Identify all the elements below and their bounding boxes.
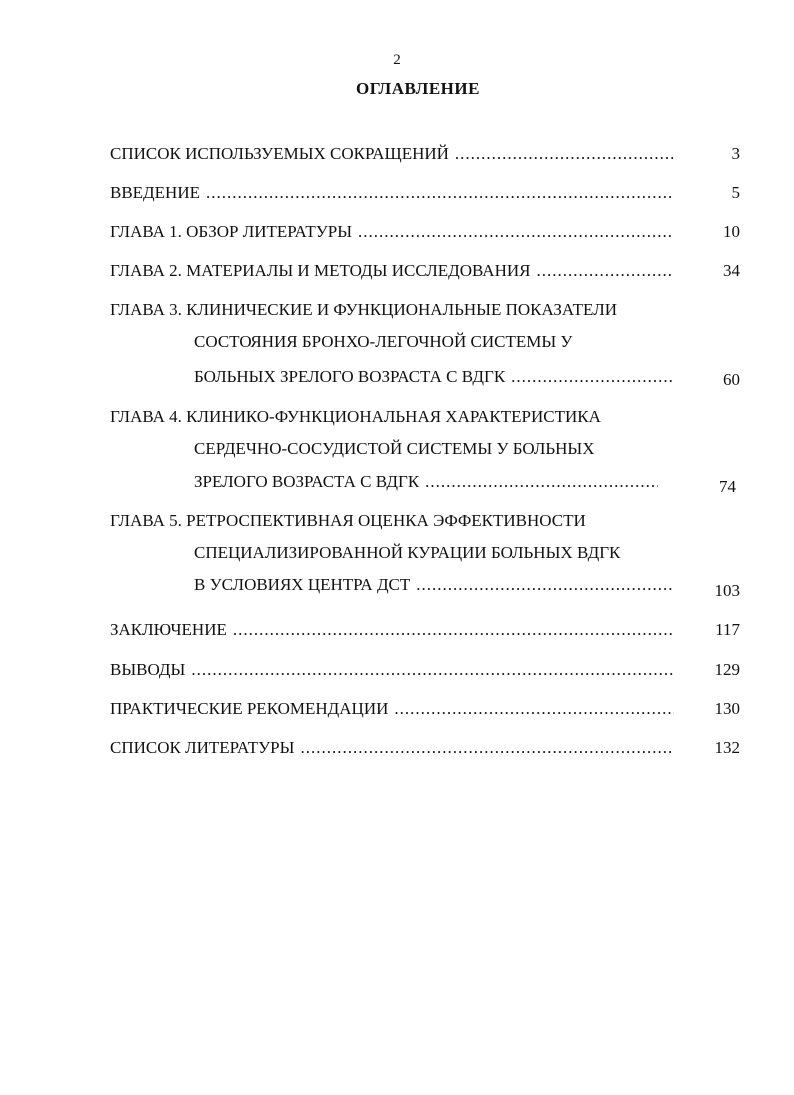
toc-entry-text: ГЛАВА 3. КЛИНИЧЕСКИЕ И ФУНКЦИОНАЛЬНЫЕ ПОКАЗАТЕЛИ — [110, 300, 617, 319]
page-number: 2 — [393, 52, 401, 68]
toc-entry-text: В УСЛОВИЯХ ЦЕНТРА ДСТ — [194, 575, 411, 594]
toc-line — [110, 619, 674, 641]
toc-leader-dots — [300, 737, 674, 759]
toc-entry-text: ВЫВОДЫ — [110, 660, 186, 679]
toc-line — [194, 366, 674, 388]
toc-page-number: 130 — [714, 699, 740, 718]
toc-entry-text: СЕРДЕЧНО-СОСУДИСТОЙ СИСТЕМЫ У БОЛЬНЫХ — [194, 439, 595, 458]
toc-line — [194, 542, 674, 564]
toc-line — [110, 143, 674, 165]
toc-entry-text: СПИСОК ЛИТЕРАТУРЫ — [110, 738, 295, 757]
toc-line — [110, 659, 674, 681]
toc-line — [194, 438, 674, 460]
toc-entry-text: ЗРЕЛОГО ВОЗРАСТА С ВДГК — [194, 472, 420, 491]
toc-line — [110, 510, 674, 532]
toc-page-number: 132 — [714, 738, 740, 757]
toc-line — [110, 698, 674, 720]
toc-leader-dots — [358, 221, 674, 243]
toc-entry-text: СПИСОК ИСПОЛЬЗУЕМЫХ СОКРАЩЕНИЙ — [110, 144, 449, 163]
toc-page-number: 60 — [723, 370, 740, 389]
toc-line — [110, 406, 674, 428]
toc-leader-dots — [191, 659, 674, 681]
toc-line — [110, 299, 674, 321]
toc-entry-text: ВВЕДЕНИЕ — [110, 183, 200, 202]
toc-entry-text: ГЛАВА 5. РЕТРОСПЕКТИВНАЯ ОЦЕНКА ЭФФЕКТИВНОСТИ — [110, 511, 586, 530]
toc-entry-text: ЗАКЛЮЧЕНИЕ — [110, 620, 227, 639]
toc-page-number: 34 — [723, 261, 740, 280]
toc-leader-dots — [233, 619, 674, 641]
toc-line — [110, 221, 674, 243]
toc-entry-text: ГЛАВА 4. КЛИНИКО-ФУНКЦИОНАЛЬНАЯ ХАРАКТЕРИСТИКА — [110, 407, 601, 426]
toc-line — [110, 182, 674, 204]
toc-leader-dots — [416, 574, 674, 596]
toc-leader-dots — [394, 698, 674, 720]
toc-leader-dots — [536, 260, 674, 282]
toc-leader-dots — [425, 471, 658, 493]
toc-page-number: 74 — [719, 477, 736, 496]
toc-line — [194, 331, 674, 353]
toc-page-number: 117 — [715, 620, 740, 639]
toc-leader-dots — [455, 143, 674, 165]
toc-entry-text: СОСТОЯНИЯ БРОНХО-ЛЕГОЧНОЙ СИСТЕМЫ У — [194, 332, 573, 351]
toc-entry-text: ПРАКТИЧЕСКИЕ РЕКОМЕНДАЦИИ — [110, 699, 389, 718]
toc-page-number: 103 — [714, 581, 740, 600]
toc-line — [110, 737, 674, 759]
toc-leader-dots — [206, 182, 674, 204]
toc-line — [110, 260, 674, 282]
toc-entry-text: БОЛЬНЫХ ЗРЕЛОГО ВОЗРАСТА С ВДГК — [194, 367, 506, 386]
toc-page-number: 5 — [731, 183, 740, 202]
toc-entry-text: ГЛАВА 1. ОБЗОР ЛИТЕРАТУРЫ — [110, 222, 353, 241]
toc-leader-dots — [511, 366, 674, 388]
toc-entry-text: СПЕЦИАЛИЗИРОВАННОЙ КУРАЦИИ БОЛЬНЫХ ВДГК — [194, 543, 621, 562]
toc-page-number: 10 — [723, 222, 740, 241]
toc-title: ОГЛАВЛЕНИЕ — [356, 79, 480, 98]
toc-line — [194, 471, 658, 493]
toc-page-number: 129 — [714, 660, 740, 679]
toc-page-number: 3 — [731, 144, 740, 163]
toc-line — [194, 574, 674, 596]
toc-entry-text: ГЛАВА 2. МАТЕРИАЛЫ И МЕТОДЫ ИССЛЕДОВАНИЯ — [110, 261, 531, 280]
